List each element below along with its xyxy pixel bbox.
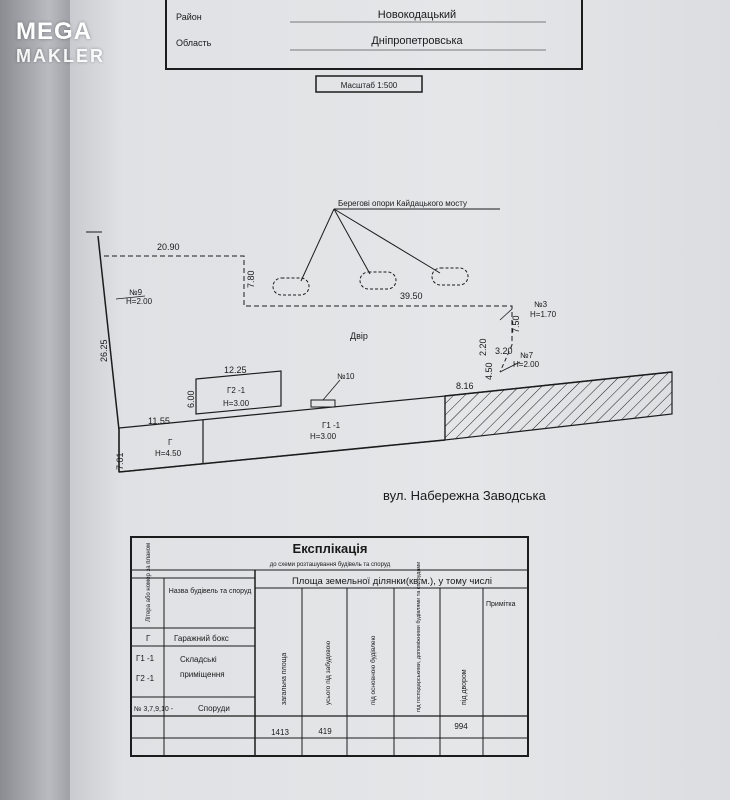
dim-8-16: 8.16: [456, 381, 474, 391]
label-n3: №3: [534, 300, 548, 309]
dim-4-50: 4.50: [484, 362, 494, 380]
bridge-support-3: [432, 268, 468, 285]
row-name: Гаражний бокс: [174, 634, 229, 643]
dim-39-50: 39.50: [400, 291, 423, 301]
dim-3-20: 3.20: [495, 346, 513, 356]
region-label: Область: [176, 38, 212, 48]
dim-11-55: 11.55: [148, 416, 170, 426]
table-title: Експлікація: [292, 541, 368, 556]
bridge-note: Берегові опори Кайдацького мосту: [338, 199, 468, 208]
table-subtitle: до схеми розташування будівель та споруд: [269, 562, 391, 568]
bridge-support-1: [273, 278, 309, 295]
row-letter: Г: [146, 634, 151, 643]
plan-line: [334, 209, 370, 274]
boundary-dashed: [104, 256, 512, 345]
district-label: Район: [176, 12, 202, 22]
label-g-h: H=4.50: [155, 449, 182, 458]
label-n3-h: H=1.70: [530, 310, 557, 319]
col-main-header: під основною будівлею: [370, 635, 377, 705]
logo-line-2: MAKLER: [16, 46, 105, 66]
label-g1: Г1 -1: [322, 421, 341, 430]
label-g1-h: H=3.00: [310, 432, 337, 441]
col-note-header: Примітка: [486, 601, 516, 608]
label-n9-h: H=2.00: [126, 297, 153, 306]
label-g: Г: [168, 438, 173, 447]
label-g2-h: H=3.00: [223, 399, 250, 408]
hatched-area: [445, 372, 672, 440]
building-strip: [119, 396, 445, 472]
row-letter: № 3,7,9,10 -: [134, 706, 174, 713]
label-n10: №10: [337, 372, 355, 381]
built-area-value: 419: [318, 727, 332, 736]
plan-line: [334, 209, 440, 273]
dim-7-50: 7.50: [511, 315, 521, 333]
col-aux-header: під господарськими, допоміжними будівлями та спорудами: [416, 561, 422, 712]
label-yard: Двір: [350, 331, 368, 341]
row-name: приміщення: [180, 670, 225, 679]
label-n7-h: H=2.00: [513, 360, 540, 369]
col-name-header: Назва будівель та споруд: [168, 588, 252, 595]
plan-line: [301, 209, 334, 281]
structure-10: [311, 400, 335, 407]
col-built-header: усього під забудовою: [325, 640, 332, 705]
dim-26-25: 26.25: [99, 339, 109, 362]
row-name: Споруди: [198, 704, 230, 713]
area-header: Площа земельної ділянки(кв.м.), у тому числі: [291, 576, 493, 587]
boundary-left: [98, 236, 119, 430]
label-g2: Г2 -1: [227, 386, 246, 395]
col-letter-header: Літера або номер за планом: [146, 542, 152, 622]
label-n7: №7: [520, 351, 534, 360]
row-letter: Г1 -1: [136, 654, 155, 663]
plan-line: [323, 380, 340, 400]
label-n9: №9: [129, 288, 143, 297]
row-letter: Г2 -1: [136, 674, 155, 683]
total-area-value: 1413: [271, 728, 289, 737]
scale-text: Масштаб 1:500: [340, 81, 398, 90]
logo-line-1: MEGA: [16, 18, 92, 45]
col-total-header: загальна площа: [281, 652, 288, 705]
dim-7-80: 7.80: [246, 270, 256, 288]
dim-7-01: 7.01: [115, 452, 125, 470]
dim-12-25: 12.25: [224, 365, 247, 375]
dim-2-20: 2.20: [478, 338, 488, 356]
dim-20-90: 20.90: [157, 242, 180, 252]
col-yard-header: під двором: [461, 669, 468, 705]
dim-6-00: 6.00: [186, 390, 196, 408]
street-name: вул. Набережна Заводська: [383, 488, 546, 503]
yard-area-value: 994: [454, 722, 468, 731]
district-value: Новокодацький: [377, 9, 457, 21]
row-name: Складські: [180, 655, 217, 664]
region-value: Дніпропетровська: [371, 35, 463, 47]
bridge-support-2: [360, 272, 396, 289]
